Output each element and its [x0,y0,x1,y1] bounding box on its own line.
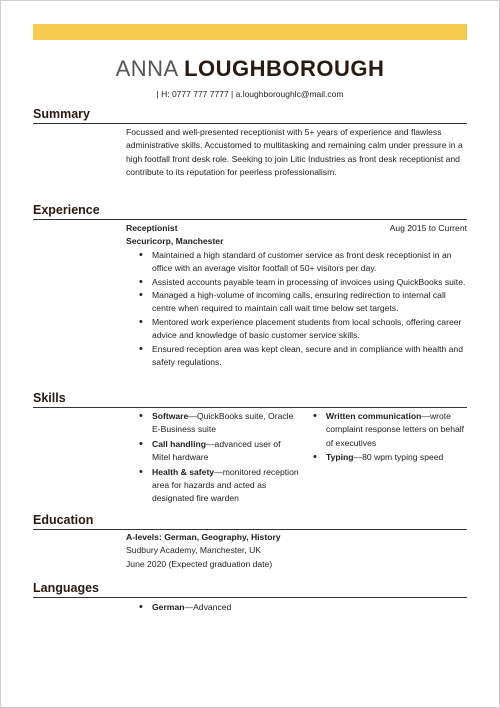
skill-item: • Typing—80 wpm typing speed [326,451,467,464]
candidate-name [0,56,500,82]
last-name: LOUGHBOROUGH [184,56,385,81]
languages-content [126,601,467,614]
skills-list-left [126,410,300,506]
skill-item: • Call handling—advanced user of Mitel hardware [152,438,300,465]
job-title: Receptionist [126,223,178,233]
experience-bullets [126,249,467,370]
first-name: ANNA [115,56,178,81]
list-item: • Managed a high-volume of incoming calls, ensuring redirection to internal call centre when required to maintain call wait time below set targets. [152,289,467,316]
skills-rule [33,407,467,408]
contact-line: | H: 0777 777 7777 | a.loughboroughlc@mail.com [156,89,344,99]
skills-section [33,391,467,408]
languages-list [126,601,467,614]
education-school: Sudbury Academy, Manchester, UK [126,545,262,556]
skills-heading: Skills [33,391,66,405]
job-company: Securicorp, Manchester [126,236,224,247]
skills-content [126,410,467,507]
experience-content [126,222,467,369]
skill-item: • Software—QuickBooks suite, Oracle E-Business suite [152,410,300,437]
education-rule [33,529,467,530]
education-degree: A-levels: German, Geography, History [126,532,281,542]
job-dates: Aug 2015 to Current [389,223,467,233]
education-date: June 2020 (Expected graduation date) [126,558,273,569]
languages-heading: Languages [33,581,99,595]
summary-section [33,107,467,124]
accent-bar [33,24,467,40]
languages-rule [33,597,467,598]
list-item: • Maintained a high standard of customer service as front desk receptionist in an office with an average visitor footfall of 50+ visitors per day. [152,249,467,276]
education-content [126,531,467,571]
experience-rule [33,219,467,220]
languages-section [33,581,467,598]
education-section [33,513,467,530]
list-item: • Ensured reception area was kept clean, secure and in compliance with health and safety regulations. [152,343,467,370]
skills-list-right [300,410,467,465]
list-item: • Mentored work experience placement students from local schools, offering career advice and knowledge of basic customer service skills. [152,316,467,343]
language-item: • German—Advanced [152,601,467,614]
skill-item: • Written communication—wrote complaint response letters on behalf of executives [326,410,467,450]
list-item: • Assisted accounts payable team in processing of invoices using QuickBooks suite. [152,276,467,289]
experience-heading: Experience [33,203,100,217]
summary-heading: Summary [33,107,90,121]
summary-rule [33,123,467,124]
experience-section [33,203,467,220]
skill-item: • Health & safety—monitored reception area for hazards and acted as designated fire warden [152,466,300,506]
summary-text: Focussed and well-presented receptionist with 5+ years of experience and flawless administrative skills. Accustomed to multitasking and remaining calm under pressure in a high footfall front desk role. Seeking to join Litic Industries as front desk receptionist and contribute to its reputation for peerless professionalism. [126,127,463,178]
education-heading: Education [33,513,94,527]
